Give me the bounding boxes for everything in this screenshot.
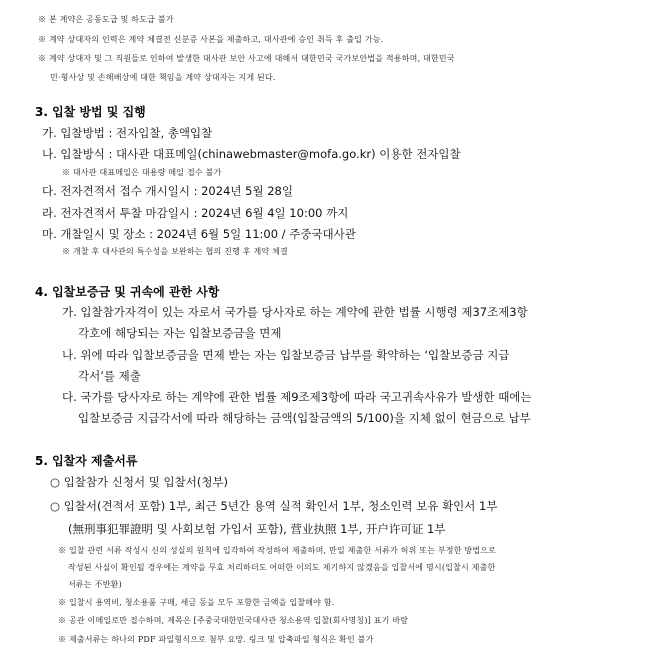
s4-item-da-line1: 다. 국가를 당사자로 하는 계약에 관한 법률 제9조제3항에 따라 국고귀속사유가 발생한 때에는: [62, 390, 532, 404]
s5-note-pdf: ※ 제출서류는 하나의 PDF 파일형식으로 첨부 요망. 링크 및 압축파일 형식은 확인 불가: [58, 635, 374, 644]
section-3-title: 3. 입찰 방법 및 집행: [35, 105, 146, 119]
s4-item-da-line2: 입찰보증금 지급각서에 따라 해당하는 금액(입찰금액의 5/100)을 지체 없이 현금으로 납부: [78, 411, 531, 425]
note-security-2: 민·형사상 및 손해배상에 대한 책임을 계약 상대자는 지게 된다.: [50, 73, 276, 82]
s3-item-ra: 라. 전자견적서 투찰 마감일시 : 2024년 6월 4일 10:00 까지: [42, 206, 349, 220]
s5-note-honesty-3: 서류는 不반환): [68, 580, 122, 589]
s4-item-na-line2: 각서’를 제출: [78, 369, 141, 383]
s5-item-documents-line2: (無刑事犯罪證明 및 사회보험 가입서 포함), 营业执照 1부, 开户许可证 1부: [68, 522, 446, 536]
s5-note-honesty-1: ※ 입찰 관련 서류 작성시 신의 성실의 원칙에 입각하여 작성하여 제출하며, 만일 제출한 서류가 허위 또는 부정한 방법으로: [58, 546, 497, 555]
s5-item-application: ○ 입찰참가 신청서 및 입찰서(청부): [50, 475, 229, 489]
s3-item-ga: 가. 입찰방법 : 전자입찰, 총액입찰: [42, 126, 213, 140]
s4-item-na-line1: 나. 위에 따라 입찰보증금을 면제 받는 자는 입찰보증금 납부를 확약하는 ‘입찰보증금 지급: [62, 348, 510, 362]
s3-note-mail: ※ 대사관 대표메일은 대용량 메일 접수 불가: [62, 168, 222, 177]
s3-item-ma: 마. 개찰일시 및 장소 : 2024년 6월 5일 11:00 / 주중국대사관: [42, 227, 356, 241]
s5-item-documents-line1: ○ 입찰서(견적서 포함) 1부, 최근 5년간 용역 실적 확인서 1부, 청소인력 보유 확인서 1부: [50, 499, 498, 513]
s5-note-honesty-2: 작성된 사실이 확인될 경우에는 계약을 무효 처리하더도 어떠한 이의도 제기하지 않겠음을 입찰서에 명시(입찰시 제출한: [68, 563, 496, 572]
s4-item-ga-line1: 가. 입찰참가자격이 있는 자로서 국가를 당사자로 하는 계약에 관한 법률 시행령 제37조제3항: [62, 305, 528, 319]
section-4-title: 4. 입찰보증금 및 귀속에 관한 사항: [35, 285, 220, 299]
s3-item-na: 나. 입찰방식 : 대사관 대표메일(chinawebmaster@mofa.go.kr) 이용한 전자입찰: [42, 147, 461, 161]
s5-note-cost: ※ 입찰시 용역비, 청소용품 구매, 세금 등을 모두 포함한 금액을 입찰해야 함.: [58, 598, 335, 607]
s4-item-ga-line2: 각호에 해당되는 자는 입찰보증금을 면제: [78, 326, 282, 340]
note-staff-id: ※ 계약 상대자의 인력은 계약 체결전 신분증 사본을 제출하고, 대사관에 승인 취득 후 출입 가능.: [38, 35, 384, 44]
s5-note-email-subject: ※ 공관 이메일로만 접수하며, 제목은 [주중국대한민국대사관 청소용역 입찰(회사명칭)] 표기 바람: [58, 616, 409, 625]
note-joint-contract: ※ 본 계약은 공동도급 및 하도급 불가: [38, 15, 174, 24]
note-security-1: ※ 계약 상대자 및 그 직원들로 인하여 발생한 대사관 보안 사고에 대해서 대한민국 국가보안법을 적용하며, 대한민국: [38, 54, 455, 63]
s3-item-da: 다. 전자견적서 접수 개시일시 : 2024년 5월 28일: [42, 184, 293, 198]
s3-note-opening: ※ 개찰 후 대사관의 특수성을 보완하는 협의 진행 후 계약 체결: [62, 247, 288, 256]
section-5-title: 5. 입찰자 제출서류: [35, 454, 138, 468]
